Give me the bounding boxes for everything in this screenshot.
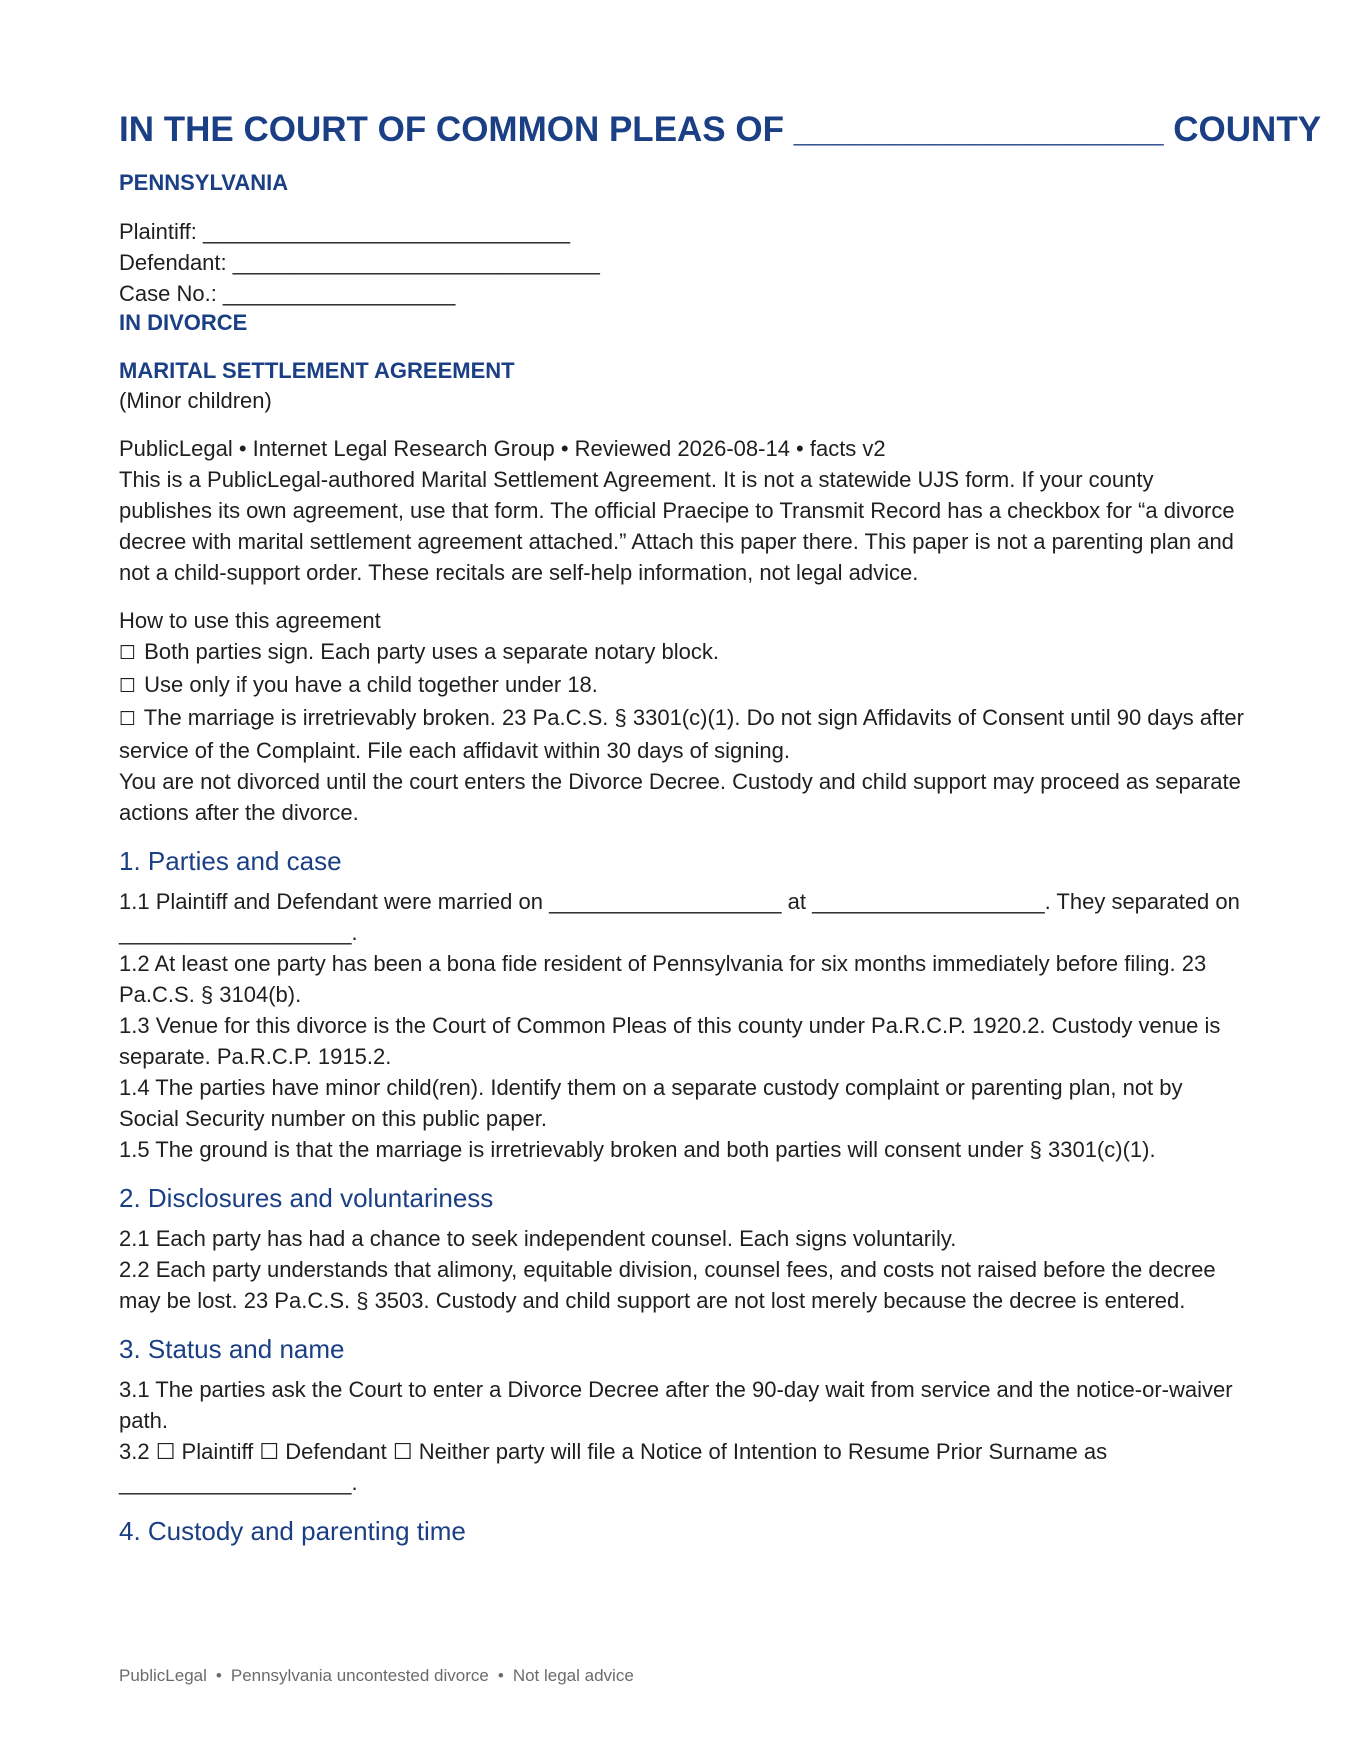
- clause: 1.4 The parties have minor child(ren). Identify them on a separate custody complaint or parenting plan, not by Social Security number on this public paper.: [119, 1075, 1183, 1131]
- agreement-subtitle: (Minor children): [119, 388, 272, 413]
- agreement-title: MARITAL SETTLEMENT AGREEMENT: [119, 358, 515, 383]
- how-to-use-heading: How to use this agreement: [119, 608, 381, 633]
- clause: 3.2 ☐ Plaintiff ☐ Defendant ☐ Neither party will file a Notice of Intention to Resume Prior Surname as ___________________.: [119, 1439, 1108, 1495]
- section-heading: 3. Status and name: [119, 1334, 345, 1364]
- case-caption: [119, 216, 1247, 337]
- clause: 1.1 Plaintiff and Defendant were married on ___________________ at ___________________. They separated on ___________________.: [119, 889, 1240, 945]
- case-number-field[interactable]: Case No.: ___________________: [119, 281, 456, 306]
- court-title: IN THE COURT OF COMMON PLEAS OF ___________________ COUNTY: [119, 110, 1322, 149]
- document-page: [119, 105, 1322, 1556]
- checkbox-icon[interactable]: ☐: [119, 708, 137, 730]
- checkbox-icon[interactable]: ☐: [119, 675, 137, 697]
- section-4: [119, 1514, 1247, 1548]
- checklist-item-text: Use only if you have a child together under 18.: [144, 672, 598, 697]
- clause: 1.3 Venue for this divorce is the Court of Common Pleas of this county under Pa.R.C.P. 1920.2. Custody venue is separate. Pa.R.C.P. 1915.2.: [119, 1013, 1221, 1069]
- clause: 2.1 Each party has had a chance to seek independent counsel. Each signs voluntarily.: [119, 1226, 957, 1251]
- footer-brand: PublicLegal: [119, 1666, 207, 1685]
- clause: 2.2 Each party understands that alimony, equitable division, counsel fees, and costs not raised before the decree may be lost. 23 Pa.C.S. § 3503. Custody and child support are not lost merely because the decree is entered.: [119, 1257, 1216, 1313]
- footer-topic: Pennsylvania uncontested divorce: [230, 1666, 489, 1685]
- intro-block: [119, 433, 1247, 588]
- meta-line: PublicLegal • Internet Legal Research Group • Reviewed 2026-08-14 • facts v2: [119, 436, 886, 461]
- footer-disclaimer: Not legal advice: [512, 1666, 634, 1685]
- footer-separator: •: [497, 1666, 504, 1685]
- checklist-item[interactable]: [119, 636, 1247, 669]
- page-footer: [119, 1665, 634, 1687]
- checklist-item[interactable]: [119, 669, 1247, 702]
- section-2: [119, 1181, 1247, 1316]
- in-divorce-label: IN DIVORCE: [119, 310, 248, 335]
- clause: 3.1 The parties ask the Court to enter a Divorce Decree after the 90-day wait from service and the notice-or-waiver path.: [119, 1377, 1233, 1433]
- defendant-field[interactable]: Defendant: ______________________________: [119, 250, 600, 275]
- section-heading: 2. Disclosures and voluntariness: [119, 1183, 494, 1213]
- checklist-item[interactable]: [119, 702, 1247, 766]
- checklist-item-text: The marriage is irretrievably broken. 23 Pa.C.S. § 3301(c)(1). Do not sign Affidavits of Consent until 90 days after service of the Complaint. File each affidavit within 30 days of signing.: [119, 705, 1244, 763]
- footer-separator: •: [215, 1666, 222, 1685]
- intro-paragraph: This is a PublicLegal-authored Marital Settlement Agreement. It is not a statewide UJS form. If your county publishes its own agreement, use that form. The official Praecipe to Transmit Record has a checkbox for “a divorce decree with marital settlement agreement attached.” Attach this paper there. This paper is not a parenting plan and not a child-support order. These recitals are self-help information, not legal advice.: [119, 467, 1235, 585]
- state-name: PENNSYLVANIA: [119, 170, 289, 195]
- checklist-item-text: Both parties sign. Each party uses a separate notary block.: [144, 639, 719, 664]
- how-to-use-note: You are not divorced until the court enters the Divorce Decree. Custody and child support may proceed as separate actions after the divorce.: [119, 769, 1241, 825]
- section-heading: 4. Custody and parenting time: [119, 1516, 466, 1546]
- section-heading: 1. Parties and case: [119, 846, 342, 876]
- section-1: [119, 844, 1247, 1165]
- how-to-use-block: [119, 605, 1247, 828]
- plaintiff-field[interactable]: Plaintiff: ______________________________: [119, 219, 571, 244]
- section-3: [119, 1332, 1247, 1498]
- clause: 1.2 At least one party has been a bona fide resident of Pennsylvania for six months immediately before filing. 23 Pa.C.S. § 3104(b).: [119, 951, 1207, 1007]
- agreement-title-block: [119, 357, 1247, 416]
- checkbox-icon[interactable]: ☐: [119, 642, 137, 664]
- clause: 1.5 The ground is that the marriage is irretrievably broken and both parties will consent under § 3301(c)(1).: [119, 1137, 1156, 1162]
